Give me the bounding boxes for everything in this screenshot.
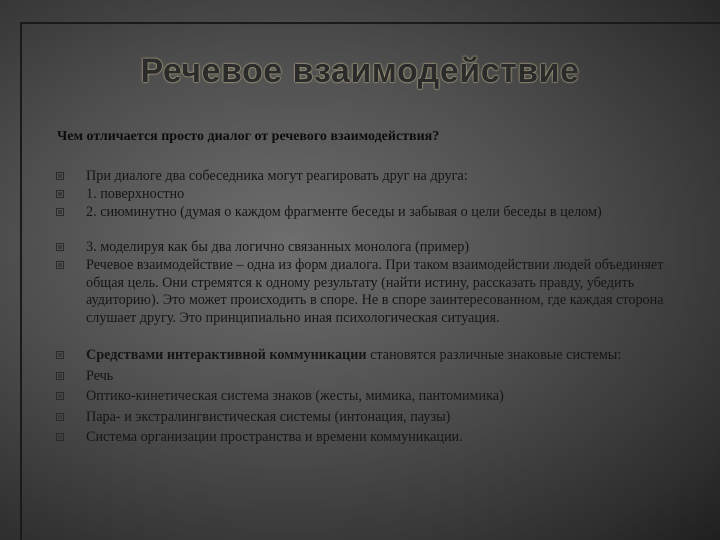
square-bullet-icon [56, 433, 64, 441]
list-item: Речевое взаимодействие – одна из форм диалога. При таком взаимодействии людей объединяет общая цель. Они стремятся к одному результату (найти истину, рассказать правду, убедить аудиторию). Это может происходить в споре. Не в споре заинтересованном, где каждая сторона слушает другу. Это принципиально иная психологическая ситуация. [52, 257, 682, 327]
list-item: Средствами интерактивной коммуникации становятся различные знаковые системы: [52, 347, 682, 365]
frame-top-line [20, 22, 720, 24]
list-item: Оптико-кинетическая система знаков (жесты, мимика, пантомимика) [52, 388, 682, 406]
square-bullet-icon [56, 190, 64, 198]
frame-left-line [20, 22, 22, 540]
list-item: Речь [52, 368, 682, 386]
square-bullet-icon [56, 261, 64, 269]
square-bullet-icon [56, 208, 64, 216]
list-item: Система организации пространства и времени коммуникации. [52, 429, 682, 447]
list-item: 3. моделируя как бы два логично связанных монолога (пример) [52, 239, 682, 257]
square-bullet-icon [56, 413, 64, 421]
bullet-list [52, 168, 682, 447]
list-spacer [52, 327, 682, 347]
list-item: Пара- и экстралингвистическая системы (интонация, паузы) [52, 409, 682, 427]
square-bullet-icon [56, 172, 64, 180]
list-item: 2. сиюминутно (думая о каждом фрагменте беседы и забывая о цели беседы в целом) [52, 204, 682, 239]
slide-question: Чем отличается просто диалог от речевого взаимодействия? [57, 129, 440, 144]
list-item: 1. поверхностно [52, 186, 682, 204]
slide-title: Речевое взаимодействие [140, 52, 580, 90]
list-item: При диалоге два собеседника могут реагировать друг на друга: [52, 168, 682, 186]
square-bullet-icon [56, 372, 64, 380]
square-bullet-icon [56, 351, 64, 359]
square-bullet-icon [56, 392, 64, 400]
square-bullet-icon [56, 243, 64, 251]
